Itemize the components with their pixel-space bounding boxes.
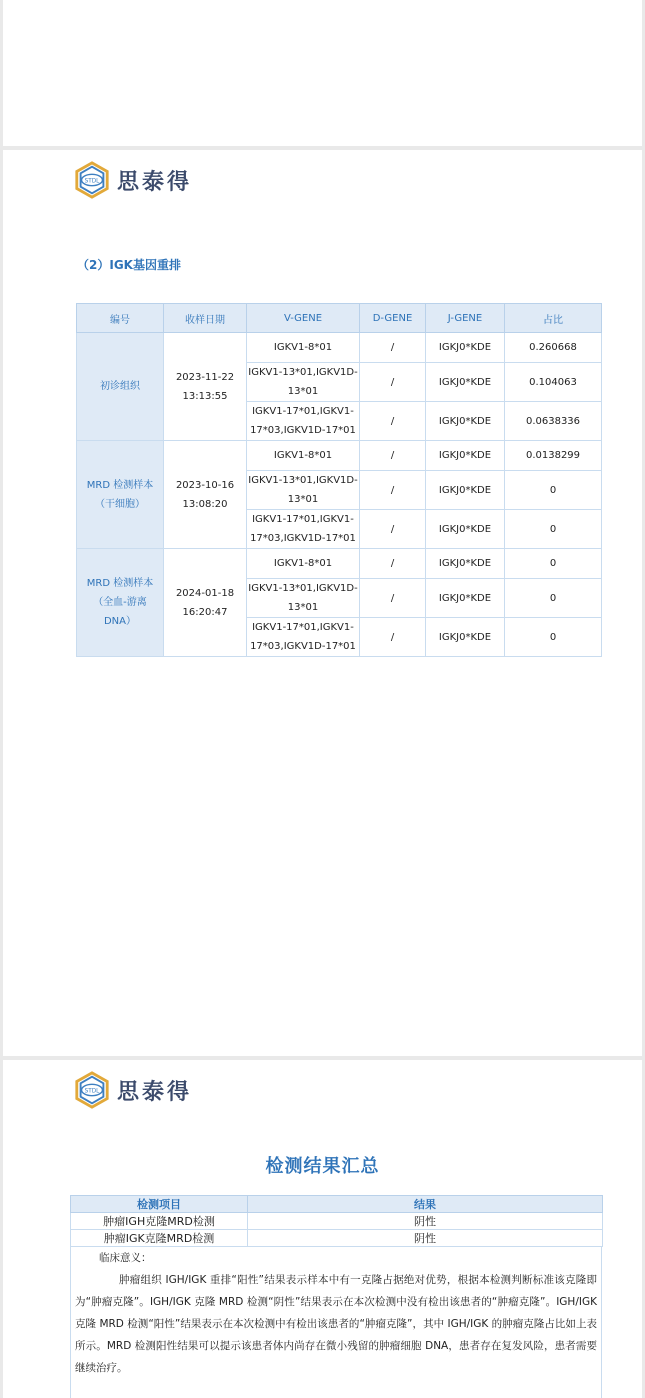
section-title: （2）IGK基因重排 (77, 258, 181, 272)
table-row (71, 1213, 603, 1230)
jgene-cell: IGKJ0*KDE (426, 333, 505, 363)
vgene-cell: IGKV1-13*01,IGKV1D- 13*01 (247, 471, 360, 510)
dgene-cell: / (360, 471, 426, 510)
brand-logo (73, 1071, 192, 1109)
igk-table (76, 303, 602, 657)
jgene-cell: IGKJ0*KDE (426, 618, 505, 657)
group-label: MRD 检测样本 （干细胞） (77, 441, 164, 549)
clinical-significance (70, 1247, 602, 1398)
table-row (71, 1230, 603, 1247)
vgene-cell: IGKV1-8*01 (247, 441, 360, 471)
header-date: 收样日期 (164, 304, 247, 333)
group-label: 初诊组织 (77, 333, 164, 441)
ratio-cell: 0 (505, 549, 602, 579)
result-cell: 阴性 (248, 1230, 603, 1247)
jgene-cell: IGKJ0*KDE (426, 471, 505, 510)
dgene-cell: / (360, 549, 426, 579)
table-header-row (77, 304, 602, 333)
page-igk (3, 150, 642, 1056)
stdl-logo-icon (73, 161, 111, 199)
group-label: MRD 检测样本 （全血-游离 DNA） (77, 549, 164, 657)
vgene-cell: IGKV1-8*01 (247, 333, 360, 363)
jgene-cell: IGKJ0*KDE (426, 510, 505, 549)
vgene-cell: IGKV1-8*01 (247, 549, 360, 579)
dgene-cell: / (360, 579, 426, 618)
jgene-cell: IGKJ0*KDE (426, 549, 505, 579)
ratio-cell: 0.0638336 (505, 402, 602, 441)
clinical-text: 肿瘤组织 IGH/IGK 重排“阳性”结果表示样本中有一克隆占据绝对优势，根据本检测判断标准该克隆即为“肿瘤克隆”。IGH/IGK 克隆 MRD 检测“阴性”结果表示在本次检测中没有检出该患者的“肿瘤克隆”。IGH/IGK 克隆 MRD 检测“阳性”结果表示在本次检测中有检出该患者的“肿瘤克隆”，其中 IGH/IGK 的肿瘤克隆占比如上表所示。MRD 检测阳性结果可以提示该患者体内尚存在微小残留的肿瘤细胞 DNA，患者存在复发风险，患者需要继续治疗。 (75, 1274, 597, 1374)
summary-table (70, 1195, 603, 1247)
jgene-cell: IGKJ0*KDE (426, 579, 505, 618)
stdl-logo-icon (73, 1071, 111, 1109)
jgene-cell: IGKJ0*KDE (426, 441, 505, 471)
header-jgene: J-GENE (426, 304, 505, 333)
vgene-cell: IGKV1-17*01,IGKV1- 17*03,IGKV1D-17*01 (247, 510, 360, 549)
header-vgene: V-GENE (247, 304, 360, 333)
sample-date: 2023-11-22 13:13:55 (164, 333, 247, 441)
jgene-cell: IGKJ0*KDE (426, 363, 505, 402)
vgene-cell: IGKV1-13*01,IGKV1D- 13*01 (247, 579, 360, 618)
table-row (77, 441, 602, 471)
brand-name: 思泰得 (117, 169, 193, 195)
ratio-cell: 0.0138299 (505, 441, 602, 471)
item-cell: 肿瘤IGH克隆MRD检测 (71, 1213, 248, 1230)
brand-logo (73, 161, 192, 199)
result-cell: 阴性 (248, 1213, 603, 1230)
ratio-cell: 0 (505, 618, 602, 657)
table-row (77, 333, 602, 363)
logo-mark-text: STDL (84, 1088, 100, 1095)
header-result: 结果 (248, 1196, 603, 1213)
ratio-cell: 0.104063 (505, 363, 602, 402)
table-header-row (71, 1196, 603, 1213)
vgene-cell: IGKV1-13*01,IGKV1D- 13*01 (247, 363, 360, 402)
page-top (3, 0, 642, 146)
dgene-cell: / (360, 333, 426, 363)
ratio-cell: 0 (505, 510, 602, 549)
table-row (77, 549, 602, 579)
dgene-cell: / (360, 363, 426, 402)
clinical-title: 临床意义： (99, 1252, 152, 1264)
header-dgene: D-GENE (360, 304, 426, 333)
header-id: 编号 (77, 304, 164, 333)
vgene-cell: IGKV1-17*01,IGKV1- 17*03,IGKV1D-17*01 (247, 618, 360, 657)
brand-name: 思泰得 (117, 1079, 193, 1105)
logo-mark-text: STDL (84, 178, 100, 185)
ratio-cell: 0 (505, 579, 602, 618)
jgene-cell: IGKJ0*KDE (426, 402, 505, 441)
header-ratio: 占比 (505, 304, 602, 333)
sample-date: 2024-01-18 16:20:47 (164, 549, 247, 657)
ratio-cell: 0.260668 (505, 333, 602, 363)
item-cell: 肿瘤IGK克隆MRD检测 (71, 1230, 248, 1247)
dgene-cell: / (360, 510, 426, 549)
vgene-cell: IGKV1-17*01,IGKV1- 17*03,IGKV1D-17*01 (247, 402, 360, 441)
dgene-cell: / (360, 441, 426, 471)
page-summary (3, 1060, 642, 1398)
sample-date: 2023-10-16 13:08:20 (164, 441, 247, 549)
ratio-cell: 0 (505, 471, 602, 510)
header-item: 检测项目 (71, 1196, 248, 1213)
dgene-cell: / (360, 402, 426, 441)
dgene-cell: / (360, 618, 426, 657)
summary-title: 检测结果汇总 (265, 1156, 380, 1177)
